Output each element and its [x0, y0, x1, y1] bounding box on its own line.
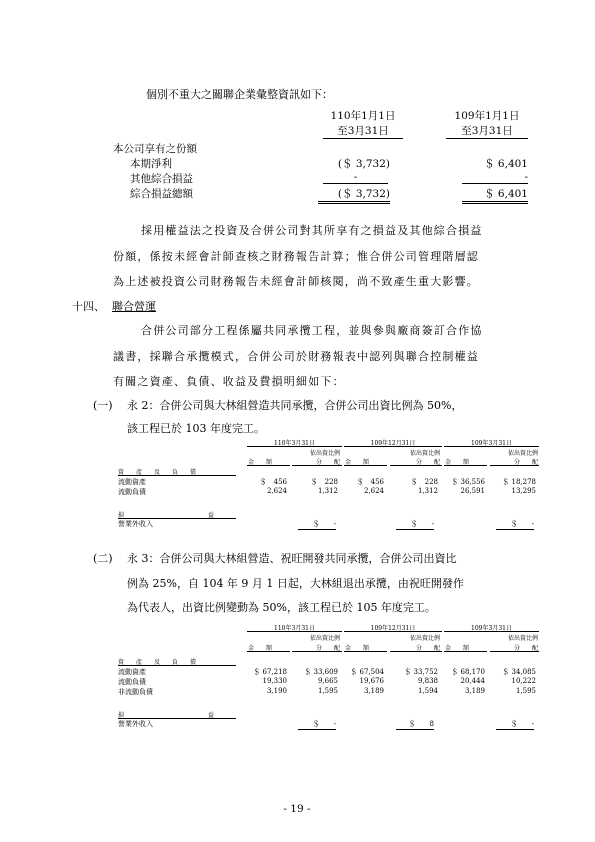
- row-label: 流動資產: [118, 478, 146, 486]
- cell-value: 1,312: [417, 487, 438, 495]
- section-paragraph-line: 議書，採聯合承攬模式，合併公司於財務報表中認列與聯合控制權益: [113, 350, 479, 363]
- cell-value: 3,189: [363, 687, 384, 695]
- cell-value: 10,222: [511, 677, 536, 685]
- amount-subheader: 金 額: [248, 645, 273, 652]
- cell-value: 2,624: [266, 487, 287, 495]
- summary-col1-header-line2: 至3月31日: [323, 123, 403, 139]
- cell-value: ＄ 33,752: [404, 668, 438, 676]
- cell-value: ＄ 67,218: [253, 668, 287, 676]
- share-subheader: 依出資比例: [507, 450, 538, 457]
- cell-value: 13,295: [511, 487, 536, 495]
- item1-text-line: 該工程已於 103 年度完工。: [127, 422, 265, 435]
- share-subheader: 依出資比例: [409, 450, 440, 457]
- amount-subheader: 金 額: [445, 645, 470, 652]
- amount-subheader: 金 額: [248, 459, 273, 466]
- cell-value: 1,594: [417, 687, 438, 695]
- cell-value: ＄ 228: [410, 478, 438, 486]
- cell-value: 1,312: [317, 487, 338, 495]
- cell-value: ＄ -: [298, 719, 336, 730]
- cell-value: ＄ 456: [259, 478, 287, 486]
- amount-subheader: 金 額: [345, 645, 370, 652]
- cell-value: ＄ 18,278: [502, 478, 536, 486]
- summary-row-value: (＄ 3,732): [337, 158, 390, 170]
- summary-row-value: -: [462, 171, 528, 184]
- cell-value: ＄ 36,556: [451, 478, 485, 486]
- cell-value: ＄ 456: [356, 478, 384, 486]
- cell-value: ＄ 228: [310, 478, 338, 486]
- row-label: 流動負債: [118, 488, 146, 496]
- cell-value: ＄ 67,504: [350, 668, 384, 676]
- amount-subheader: 金 額: [345, 459, 370, 466]
- share-subheader: 依出資比例: [309, 635, 340, 642]
- summary-heading: 本公司享有之份額: [113, 143, 197, 155]
- share-subheader: 依出資比例: [409, 635, 440, 642]
- period-header: 109年12月31日: [370, 440, 416, 447]
- cell-value: 19,676: [359, 677, 384, 685]
- asset-liability-header: 資 產 及 負 債: [118, 659, 197, 666]
- row-label: 流動資產: [118, 668, 146, 676]
- section-number: 十四、: [72, 300, 105, 313]
- cell-value: 1,595: [317, 687, 338, 695]
- summary-row-label: 綜合損益總額: [130, 188, 193, 200]
- period-header: 109年3月31日: [471, 440, 512, 447]
- cell-value: 9,665: [317, 677, 338, 685]
- note-paragraph-line: 份額，係按未經會計師查核之財務報告計算；惟合併公司管理階層認: [113, 250, 479, 263]
- summary-total-value: (＄ 3,732): [318, 186, 390, 204]
- pl-header: 損 益: [118, 712, 215, 719]
- period-header: 110年3月31日: [274, 625, 315, 632]
- cell-value: ＄ -: [496, 719, 534, 730]
- cell-value: ＄ 33,609: [304, 668, 338, 676]
- summary-col2-header-line1: 109年1月1日: [454, 110, 520, 122]
- cell-value: 3,190: [266, 687, 287, 695]
- cell-value: 20,444: [460, 677, 485, 685]
- row-label: 營業外收入: [118, 720, 153, 728]
- cell-value: 9,838: [417, 677, 438, 685]
- item2-text-line: 永 3：合併公司與大林組營造、祝旺開發共同承攬，合併公司出資比: [127, 552, 457, 565]
- cell-value: 1,595: [515, 687, 536, 695]
- pl-header: 損 益: [118, 512, 215, 519]
- item2-marker: (二): [93, 552, 113, 565]
- item2-text-line: 例為 25%，自 104 年 9 月 1 日起，大林組退出承攬，由祝旺開發作: [127, 577, 464, 590]
- note-paragraph-line: 為上述被投資公司財務報告未經會計師核閱，尚不致產生重大影響。: [113, 275, 479, 288]
- cell-value: ＄ 8: [396, 719, 434, 730]
- cell-value: ＄ -: [496, 519, 534, 530]
- cell-value: ＄ 68,170: [451, 668, 485, 676]
- row-label: 營業外收入: [118, 520, 153, 528]
- summary-total-value: ＄ 6,401: [462, 186, 528, 204]
- page-number: - 19 -: [283, 803, 311, 815]
- intro-text: 個別不重大之關聯企業彙整資訊如下：: [146, 88, 333, 101]
- period-header: 109年3月31日: [471, 625, 512, 632]
- share-subheader: 分 配: [315, 459, 340, 466]
- item1-marker: (一): [93, 399, 113, 412]
- share-subheader: 分 配: [315, 645, 340, 652]
- share-subheader: 分 配: [415, 459, 440, 466]
- share-subheader: 分 配: [513, 459, 538, 466]
- cell-value: 2,624: [363, 487, 384, 495]
- row-label: 非流動負債: [118, 688, 153, 696]
- section-title: 聯合營運: [112, 300, 156, 313]
- cell-value: ＄ -: [396, 519, 434, 530]
- cell-value: ＄ -: [298, 519, 336, 530]
- note-paragraph-line: 採用權益法之投資及合併公司對其所享有之損益及其他綜合損益: [141, 224, 483, 237]
- summary-row-value: ＄ 6,401: [484, 158, 528, 170]
- summary-row-label: 其他綜合損益: [130, 173, 193, 185]
- share-subheader: 依出資比例: [507, 635, 538, 642]
- share-subheader: 分 配: [513, 645, 538, 652]
- share-subheader: 分 配: [415, 645, 440, 652]
- cell-value: 26,591: [460, 487, 485, 495]
- asset-liability-header: 資 產 及 負 債: [118, 469, 197, 476]
- section-paragraph-line: 合併公司部分工程係屬共同承攬工程，並與參與廠商簽訂合作協: [141, 324, 483, 337]
- cell-value: 19,330: [262, 677, 287, 685]
- amount-subheader: 金 額: [445, 459, 470, 466]
- period-header: 110年3月31日: [274, 440, 315, 447]
- cell-value: 3,189: [464, 687, 485, 695]
- share-subheader: 依出資比例: [309, 450, 340, 457]
- summary-col2-header-line2: 至3月31日: [446, 123, 528, 139]
- summary-col1-header-line1: 110年1月1日: [330, 110, 396, 122]
- row-label: 流動負債: [118, 678, 146, 686]
- item2-text-line: 為代表人，出資比例變動為 50%，該工程已於 105 年度完工。: [127, 601, 436, 614]
- section-paragraph-line: 有關之資產、負債、收益及費損明細如下：: [113, 375, 345, 388]
- cell-value: ＄ 34,085: [502, 668, 536, 676]
- item1-text-line: 永 2：合併公司與大林組營造共同承攬，合併公司出資比例為 50%，: [127, 399, 463, 412]
- summary-row-value: -: [323, 171, 388, 184]
- summary-row-label: 本期淨利: [130, 158, 172, 170]
- period-header: 109年12月31日: [370, 625, 416, 632]
